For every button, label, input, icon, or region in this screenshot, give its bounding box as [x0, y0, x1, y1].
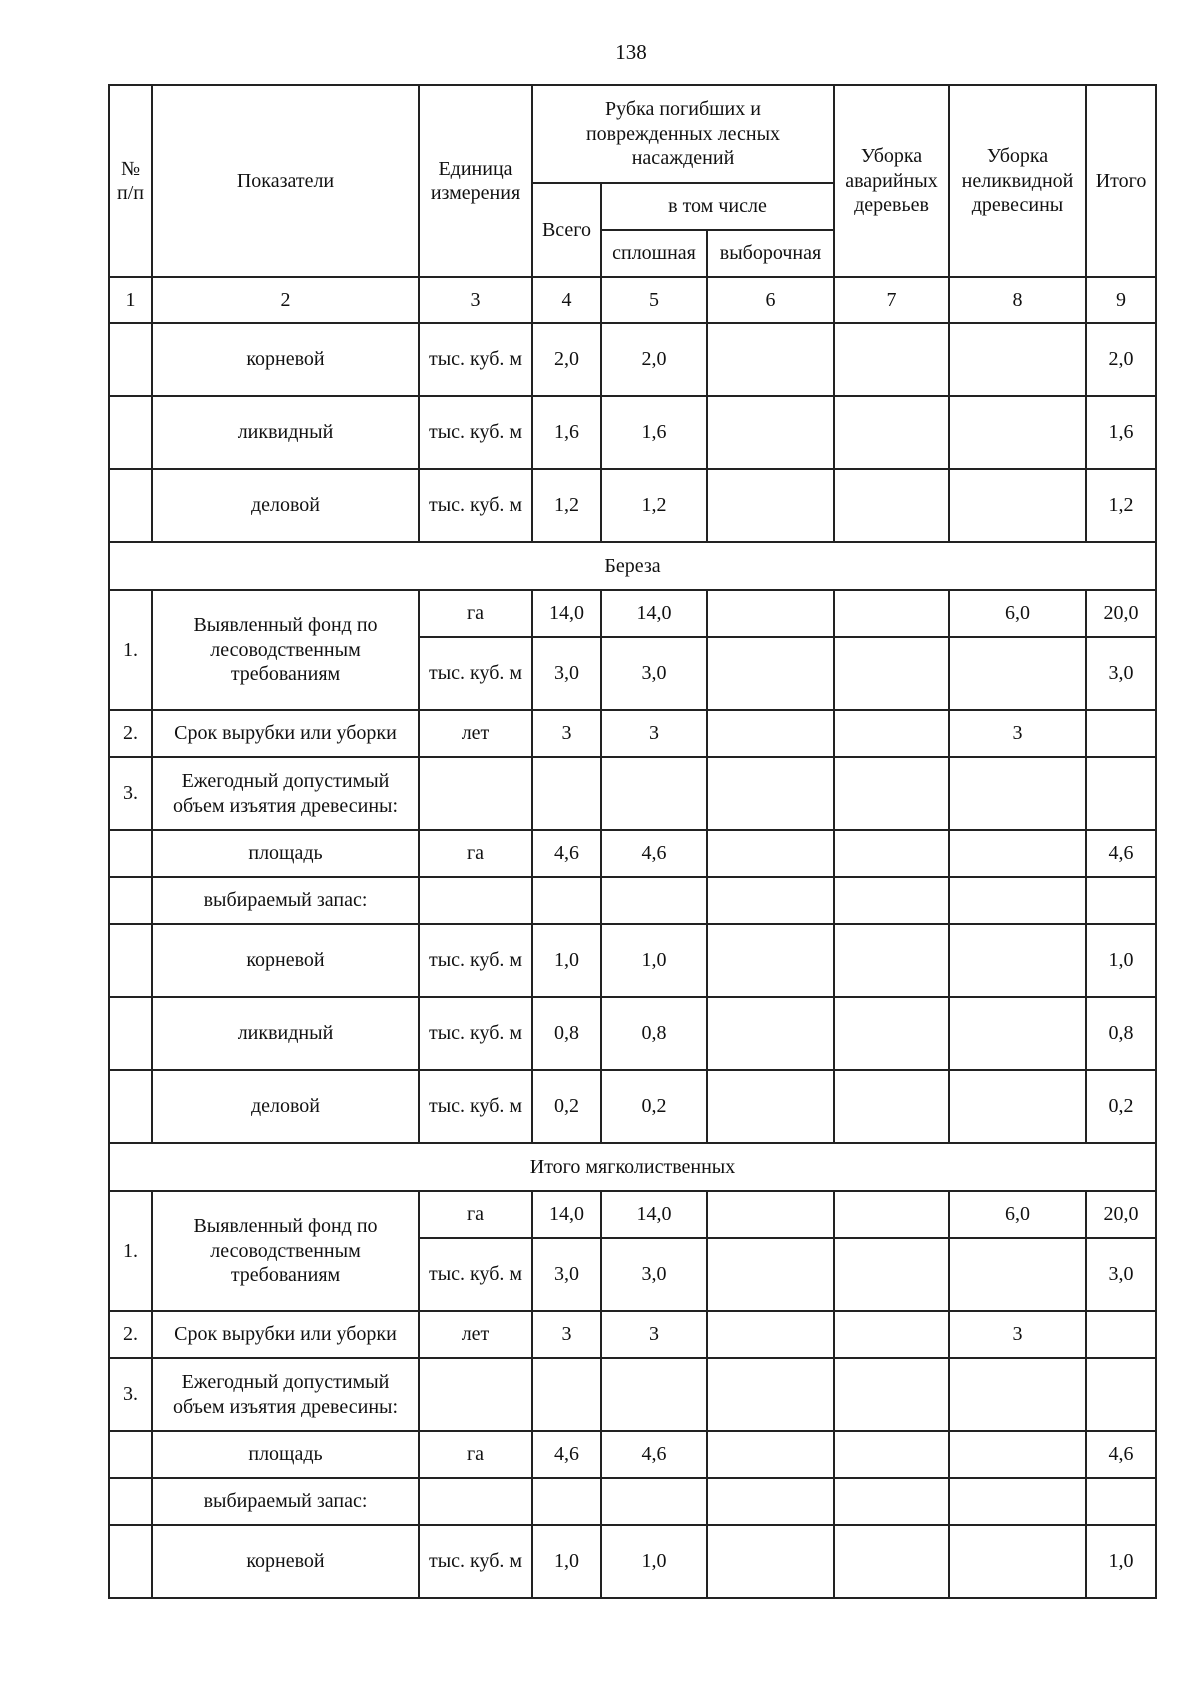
table-row [109, 877, 1156, 924]
value-illiquid: 6,0 [949, 590, 1086, 637]
table-row [109, 830, 1156, 877]
table-row [109, 710, 1156, 757]
row-label: Срок вырубки или уборки [152, 1311, 419, 1358]
table-row [109, 757, 1156, 830]
value-total: 1,0 [532, 1525, 601, 1598]
col-number-7: 7 [834, 277, 949, 323]
col-number-3: 3 [419, 277, 532, 323]
row-label: корневой [152, 323, 419, 396]
row-number: 2. [109, 710, 152, 757]
value-total: 14,0 [532, 590, 601, 637]
row-label: деловой [152, 469, 419, 542]
table-row [109, 997, 1156, 1070]
value-clear: 1,0 [601, 924, 707, 997]
header-selective: выборочная [707, 230, 834, 277]
col-number-8: 8 [949, 277, 1086, 323]
value-clear: 1,6 [601, 396, 707, 469]
row-label: площадь [152, 1431, 419, 1478]
value-itogo: 2,0 [1086, 323, 1156, 396]
row-label: выбираемый запас: [152, 1478, 419, 1525]
unit-cell: тыс. куб. м [419, 1525, 532, 1598]
value-total: 3 [532, 710, 601, 757]
row-label: ликвидный [152, 396, 419, 469]
value-total: 1,6 [532, 396, 601, 469]
unit-cell: лет [419, 710, 532, 757]
value-itogo: 1,0 [1086, 924, 1156, 997]
table-row [109, 924, 1156, 997]
value-itogo: 3,0 [1086, 1238, 1156, 1311]
value-clear: 3,0 [601, 1238, 707, 1311]
header-felling: Рубка погибших и поврежденных лесных насаждений [532, 85, 834, 183]
table-row [109, 1525, 1156, 1598]
value-total: 1,0 [532, 924, 601, 997]
unit-cell: тыс. куб. м [419, 1238, 532, 1311]
header-illiquid: Уборка неликвидной древесины [949, 85, 1086, 277]
value-total: 3,0 [532, 637, 601, 710]
unit-cell: тыс. куб. м [419, 323, 532, 396]
table-row [109, 396, 1156, 469]
header-indicators: Показатели [152, 85, 419, 277]
value-itogo: 4,6 [1086, 830, 1156, 877]
row-label: Ежегодный допустимый объем изъятия древесины: [152, 1358, 419, 1431]
header-clear: сплошная [601, 230, 707, 277]
page-number: 138 [615, 40, 647, 64]
table-row [109, 1478, 1156, 1525]
unit-cell: тыс. куб. м [419, 637, 532, 710]
table-row [109, 469, 1156, 542]
row-label: корневой [152, 1525, 419, 1598]
value-total: 2,0 [532, 323, 601, 396]
value-illiquid: 3 [949, 710, 1086, 757]
header-emergency: Уборка аварийных деревьев [834, 85, 949, 277]
value-clear: 1,0 [601, 1525, 707, 1598]
row-number: 1. [109, 590, 152, 710]
row-label: Выявленный фонд по лесоводственным требованиям [152, 1191, 419, 1311]
value-total: 3 [532, 1311, 601, 1358]
table-row [109, 1070, 1156, 1143]
row-label: Выявленный фонд по лесоводственным требованиям [152, 590, 419, 710]
value-total: 1,2 [532, 469, 601, 542]
unit-cell: тыс. куб. м [419, 396, 532, 469]
col-number-4: 4 [532, 277, 601, 323]
row-label: выбираемый запас: [152, 877, 419, 924]
row-number: 3. [109, 757, 152, 830]
table-row [109, 1191, 1156, 1238]
table-row [109, 1311, 1156, 1358]
value-clear: 0,2 [601, 1070, 707, 1143]
col-number-9: 9 [1086, 277, 1156, 323]
value-total: 0,2 [532, 1070, 601, 1143]
value-clear: 3 [601, 710, 707, 757]
value-clear: 1,2 [601, 469, 707, 542]
header-itogo: Итого [1086, 85, 1156, 277]
row-number: 2. [109, 1311, 152, 1358]
table-row [109, 323, 1156, 396]
header-unit: Единица измерения [419, 85, 532, 277]
col-number-5: 5 [601, 277, 707, 323]
value-total: 0,8 [532, 997, 601, 1070]
value-clear: 4,6 [601, 830, 707, 877]
value-itogo: 1,6 [1086, 396, 1156, 469]
value-clear: 2,0 [601, 323, 707, 396]
value-itogo: 20,0 [1086, 1191, 1156, 1238]
row-label: Ежегодный допустимый объем изъятия древесины: [152, 757, 419, 830]
section-title-soft: Итого мягколиственных [109, 1143, 1156, 1191]
value-itogo: 1,0 [1086, 1525, 1156, 1598]
value-total: 3,0 [532, 1238, 601, 1311]
value-clear: 3 [601, 1311, 707, 1358]
row-number: 3. [109, 1358, 152, 1431]
unit-cell: лет [419, 1311, 532, 1358]
value-itogo: 20,0 [1086, 590, 1156, 637]
value-total: 14,0 [532, 1191, 601, 1238]
row-label: Срок вырубки или уборки [152, 710, 419, 757]
unit-cell: га [419, 1191, 532, 1238]
value-clear: 14,0 [601, 1191, 707, 1238]
value-itogo: 0,8 [1086, 997, 1156, 1070]
unit-cell: тыс. куб. м [419, 469, 532, 542]
col-number-1: 1 [109, 277, 152, 323]
value-clear: 14,0 [601, 590, 707, 637]
value-illiquid: 6,0 [949, 1191, 1086, 1238]
table-row [109, 1358, 1156, 1431]
value-total: 4,6 [532, 830, 601, 877]
unit-cell: тыс. куб. м [419, 924, 532, 997]
table-row [109, 590, 1156, 637]
value-total: 4,6 [532, 1431, 601, 1478]
unit-cell: тыс. куб. м [419, 997, 532, 1070]
value-clear: 0,8 [601, 997, 707, 1070]
value-itogo: 3,0 [1086, 637, 1156, 710]
row-label: деловой [152, 1070, 419, 1143]
value-itogo: 0,2 [1086, 1070, 1156, 1143]
unit-cell: га [419, 1431, 532, 1478]
value-itogo: 1,2 [1086, 469, 1156, 542]
unit-cell: тыс. куб. м [419, 1070, 532, 1143]
row-number: 1. [109, 1191, 152, 1311]
header-total-felling: Всего [532, 183, 601, 277]
unit-cell: га [419, 830, 532, 877]
row-label: площадь [152, 830, 419, 877]
row-label: корневой [152, 924, 419, 997]
header-including: в том числе [601, 183, 834, 230]
value-clear: 3,0 [601, 637, 707, 710]
header-num: № п/п [109, 85, 152, 277]
section-title-birch: Береза [109, 542, 1156, 590]
value-illiquid: 3 [949, 1311, 1086, 1358]
col-number-6: 6 [707, 277, 834, 323]
value-itogo: 4,6 [1086, 1431, 1156, 1478]
table-row [109, 1431, 1156, 1478]
col-number-2: 2 [152, 277, 419, 323]
logging-table [108, 84, 1157, 1599]
row-label: ликвидный [152, 997, 419, 1070]
value-clear: 4,6 [601, 1431, 707, 1478]
unit-cell: га [419, 590, 532, 637]
